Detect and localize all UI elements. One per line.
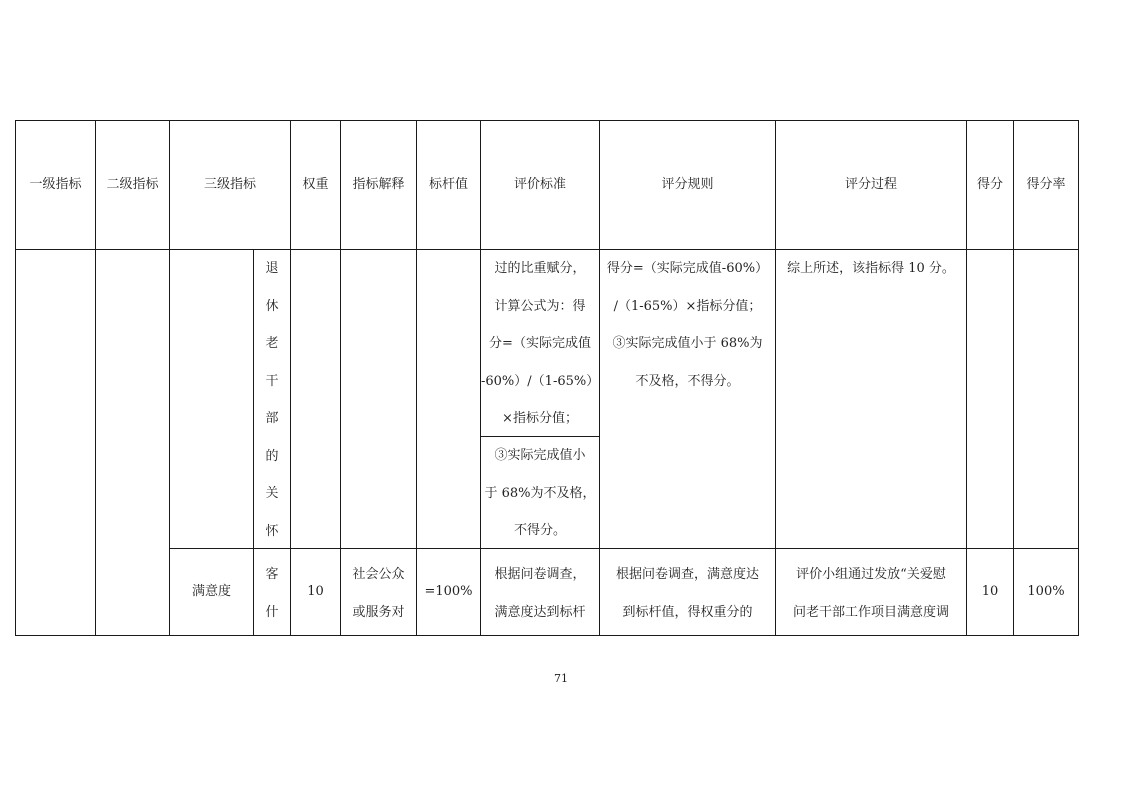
text-line: 综上所述，该指标得 10 分。 [787,261,955,276]
text-line: 过的比重赋分， [494,261,586,276]
text-line: ×指标分值； [502,411,578,426]
text-line: -60%）/（1-65%） [481,373,600,389]
rate-value: 100% [1027,584,1065,599]
vertical-char: 休 [265,298,279,314]
header-criteria: 评价标准 [513,177,566,192]
score-value: 10 [981,584,999,599]
header-rate: 得分率 [1026,177,1066,192]
weight-value: 10 [307,584,324,599]
text-line: 问老干部工作项目满意度调 [792,604,949,620]
header-process: 评分过程 [844,177,897,192]
vertical-char: 老 [265,336,279,351]
header-level3: 三级指标 [203,177,256,192]
text-line: 满意度达到标杆 [494,604,586,620]
vertical-label-retired-cadres [254,250,290,550]
header-level2: 二级指标 [106,177,159,192]
level3-satisfaction: 满意度 [191,584,231,599]
vertical-label-row2 [254,556,290,631]
header-rule: 评分规则 [661,177,714,192]
text-line: ③实际完成值小于 68%为 [612,336,763,351]
table-border-bottom [15,635,1079,636]
process-text [776,250,966,288]
header-score: 得分 [976,177,1003,192]
explanation-text [341,556,416,631]
benchmark-value: =100% [424,584,473,599]
vertical-char: 退 [265,261,279,276]
text-line: 根据问卷调查， [494,567,586,582]
text-line: 于 68%为不及格， [484,485,596,501]
text-line: 评价小组通过发放“关爱慰 [796,567,946,582]
criteria-text-top [481,250,599,438]
text-line: 分=（实际完成值 [489,336,591,351]
text-line: 根据问卷调查，满意度达 [615,567,759,582]
vertical-char: 怀 [265,523,279,539]
text-line: 计算公式为：得 [494,298,586,314]
text-line: 不及格，不得分。 [635,373,740,389]
criteria-text-row2 [481,556,599,631]
text-line: 或服务对 [352,604,405,620]
vertical-char: 干 [265,373,279,389]
criteria-text-bottom [481,437,599,550]
vertical-char: 关 [265,486,279,501]
header-benchmark: 标杆值 [428,177,468,192]
text-line: ③实际完成值小 [494,448,586,463]
header-weight: 权重 [302,177,329,192]
vertical-char: 部 [265,411,279,426]
text-line: 得分=（实际完成值-60%） [606,261,769,276]
vertical-char: 什 [265,604,279,620]
vertical-char: 客 [265,567,279,582]
process-text-row2 [776,556,966,631]
text-line: 到标杆值，得权重分的 [622,604,753,620]
page-number: 71 [554,672,568,685]
header-level1: 一级指标 [29,177,82,192]
rule-text [600,250,775,400]
text-line: /（1-65%）×指标分值； [613,298,762,314]
vertical-char: 的 [265,448,279,464]
header-explanation: 指标解释 [352,177,405,192]
text-line: 社会公众 [352,567,405,582]
text-line: 不得分。 [513,523,566,538]
rule-text-row2 [600,556,775,631]
table-border-right [1078,120,1079,636]
